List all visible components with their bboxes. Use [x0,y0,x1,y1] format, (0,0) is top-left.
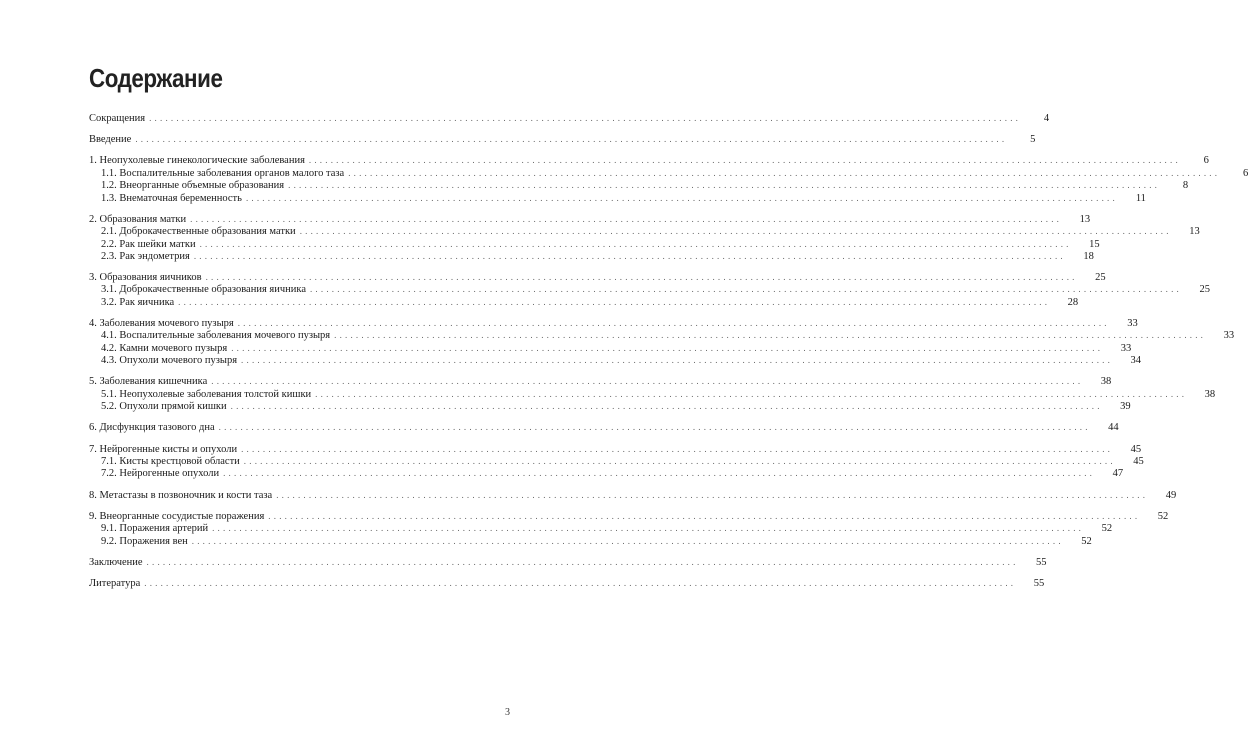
dot-leader: ................................................................................................................................................................ [334,330,1207,341]
toc-entry-label: Литература [89,577,141,589]
toc-entry-label: 7.2. Нейрогенные опухоли [101,468,220,480]
toc-subentry[interactable] [89,354,1142,367]
toc-entry[interactable] [89,154,1209,167]
toc-subentry[interactable] [89,455,1144,467]
toc-entry-page: 28 [1067,296,1079,308]
dot-leader: ................................................................................................................................................................ [178,296,1051,307]
toc-entry[interactable] [89,489,1177,501]
toc-entry-page: 45 [1133,455,1144,467]
toc-subentry[interactable] [89,535,1092,547]
toc-entry[interactable] [89,112,1050,124]
toc-section [89,577,1045,589]
toc-section [89,421,1119,434]
toc-entry-page: 52 [1157,510,1169,522]
toc-entry-label: 9. Внеорганные сосудистые поражения [89,510,265,522]
toc-subentry[interactable] [89,238,1100,250]
toc-entry-page: 49 [1165,489,1177,501]
toc-entry[interactable] [89,510,1169,522]
toc-entry-page: 15 [1089,238,1100,250]
toc-section [89,510,1169,547]
toc-subentry[interactable] [89,342,1132,354]
toc-entry-label: 1. Неопухолевые гинекологические заболевания [89,155,305,167]
dot-leader: ................................................................................................................................................................ [146,556,1019,567]
toc-entry[interactable] [89,271,1106,284]
toc-entry-label: 5.1. Неопухолевые заболевания толстой кишки [101,388,312,400]
toc-section [89,112,1050,124]
dot-leader: ................................................................................................................................................................ [288,180,1161,191]
dot-leader: ................................................................................................................................................................ [299,226,1172,237]
toc-entry-page: 55 [1033,577,1045,589]
toc-subentry[interactable] [89,179,1189,192]
toc-subentry[interactable] [89,467,1124,480]
toc-subentry[interactable] [89,329,1235,342]
toc-entry-page: 34 [1130,355,1142,367]
dot-leader: ................................................................................................................................................................ [348,167,1221,178]
dot-leader: ................................................................................................................................................................ [149,113,1022,123]
toc-entry-label: 5.2. Опухоли прямой кишки [101,401,227,413]
toc-entry-label: 7.1. Кисты крестцовой области [101,455,240,467]
toc-entry-page: 18 [1083,250,1094,262]
dot-leader: ................................................................................................................................................................ [218,422,1091,433]
dot-leader: ................................................................................................................................................................ [315,388,1188,399]
dot-leader: ................................................................................................................................................................ [212,523,1085,534]
toc-entry-label: 3. Образования яичников [89,272,202,284]
toc-entry[interactable] [89,421,1119,434]
toc-entry-page: 33 [1120,342,1132,354]
dot-leader: ................................................................................................................................................................ [144,577,1017,588]
toc-entry-label: 1.3. Внематочная беременность [101,192,242,204]
toc-entry-label: 4.2. Камни мочевого пузыря [101,342,228,354]
toc-entry-page: 33 [1223,330,1235,342]
toc-entry-page: 4 [1043,113,1050,124]
dot-leader: ................................................................................................................................................................ [135,134,1008,145]
dot-leader: ................................................................................................................................................................ [309,284,1182,295]
toc-entry-page: 39 [1120,401,1131,413]
toc-entry-label: 4.3. Опухоли мочевого пузыря [101,355,238,367]
toc-entry-label: Сокращения [89,113,146,124]
toc-entry-label: 2.3. Рак эндометрия [101,250,190,262]
toc-subentry[interactable] [89,388,1216,400]
page-number: 3 [505,707,510,718]
table-of-contents [89,112,1248,598]
toc-entry-label: Введение [89,134,132,146]
toc-entry-label: Заключение [89,556,143,568]
toc-entry-page: 8 [1182,180,1189,192]
dot-leader: ................................................................................................................................................................ [268,510,1141,521]
toc-section [89,317,1235,367]
dot-leader: ................................................................................................................................................................ [223,468,1096,479]
toc-entry-page: 6 [1203,155,1209,167]
toc-entry-page: 44 [1108,422,1119,434]
dot-leader: ................................................................................................................................................................ [231,342,1104,353]
toc-subentry[interactable] [89,192,1146,204]
dot-leader: ................................................................................................................................................................ [241,355,1114,366]
toc-entry-page: 33 [1127,318,1138,330]
toc-entry-page: 38 [1204,388,1216,400]
dot-leader: ................................................................................................................................................................ [199,238,1072,249]
dot-leader: ................................................................................................................................................................ [241,443,1114,454]
toc-entry[interactable] [89,213,1091,225]
toc-entry-page: 52 [1081,535,1092,547]
toc-section [89,271,1210,308]
toc-entry-label: 2.1. Доброкачественные образования матки [101,226,296,238]
toc-subentry[interactable] [89,400,1131,413]
dot-leader: ................................................................................................................................................................ [308,155,1181,166]
toc-entry-label: 1.1. Воспалительные заболевания органов малого таза [101,167,345,179]
toc-entry-label: 2.2. Рак шейки матки [101,238,196,250]
toc-entry[interactable] [89,556,1047,568]
toc-section [89,133,1036,146]
toc-entry-label: 4.1. Воспалительные заболевания мочевого пузыря [101,330,331,342]
toc-entry-page: 25 [1095,272,1106,284]
toc-entry[interactable] [89,443,1142,455]
toc-entry-label: 8. Метастазы в позвоночник и кости таза [89,489,273,501]
toc-entry-page: 5 [1030,134,1036,146]
toc-entry-page: 47 [1112,468,1124,480]
toc-entry-page: 6 [1242,167,1248,179]
dot-leader: ................................................................................................................................................................ [211,376,1084,387]
toc-entry-page: 11 [1135,192,1146,204]
toc-entry[interactable] [89,577,1045,589]
toc-entry-page: 55 [1036,556,1047,568]
toc-entry-label: 3.2. Рак яичника [101,296,175,308]
dot-leader: ................................................................................................................................................................ [205,272,1078,283]
dot-leader: ................................................................................................................................................................ [230,401,1103,412]
toc-subentry[interactable] [89,167,1248,179]
toc-entry-label: 3.1. Доброкачественные образования яичника [101,284,306,296]
toc-section [89,443,1144,480]
toc-entry-page: 45 [1130,443,1142,455]
toc-entry-label: 5. Заболевания кишечника [89,376,208,388]
toc-section [89,556,1047,568]
toc-section [89,213,1200,263]
toc-subentry[interactable] [89,225,1200,238]
toc-section [89,375,1216,413]
toc-entry-label: 7. Нейрогенные кисты и опухоли [89,443,238,455]
toc-subentry[interactable] [89,296,1079,308]
toc-entry-page: 25 [1199,284,1210,296]
toc-entry-label: 2. Образования матки [89,213,187,225]
toc-entry-label: 9.2. Поражения вен [101,535,188,547]
toc-subentry[interactable] [89,250,1094,262]
dot-leader: ................................................................................................................................................................ [276,489,1149,500]
toc-subentry[interactable] [89,283,1210,296]
dot-leader: ................................................................................................................................................................ [243,455,1116,466]
dot-leader: ................................................................................................................................................................ [237,318,1110,329]
toc-section [89,489,1177,501]
toc-entry-label: 6. Дисфункция тазового дна [89,422,215,434]
toc-entry-page: 38 [1100,376,1112,388]
dot-leader: ................................................................................................................................................................ [190,213,1063,224]
dot-leader: ................................................................................................................................................................ [191,535,1064,546]
toc-entry[interactable] [89,133,1036,146]
toc-entry[interactable] [89,317,1138,330]
toc-entry-label: 1.2. Внеорганные объемные образования [101,180,285,192]
page-title: Содержание [89,63,223,93]
toc-entry[interactable] [89,375,1112,388]
toc-entry-label: 4. Заболевания мочевого пузыря [89,318,234,330]
dot-leader: ................................................................................................................................................................ [245,192,1118,203]
toc-entry-label: 9.1. Поражения артерий [101,523,209,535]
toc-entry-page: 13 [1189,226,1200,238]
toc-subentry[interactable] [89,522,1113,535]
dot-leader: ................................................................................................................................................................ [193,250,1066,261]
toc-section [89,154,1248,204]
toc-entry-page: 13 [1079,213,1091,225]
toc-entry-page: 52 [1101,523,1113,535]
